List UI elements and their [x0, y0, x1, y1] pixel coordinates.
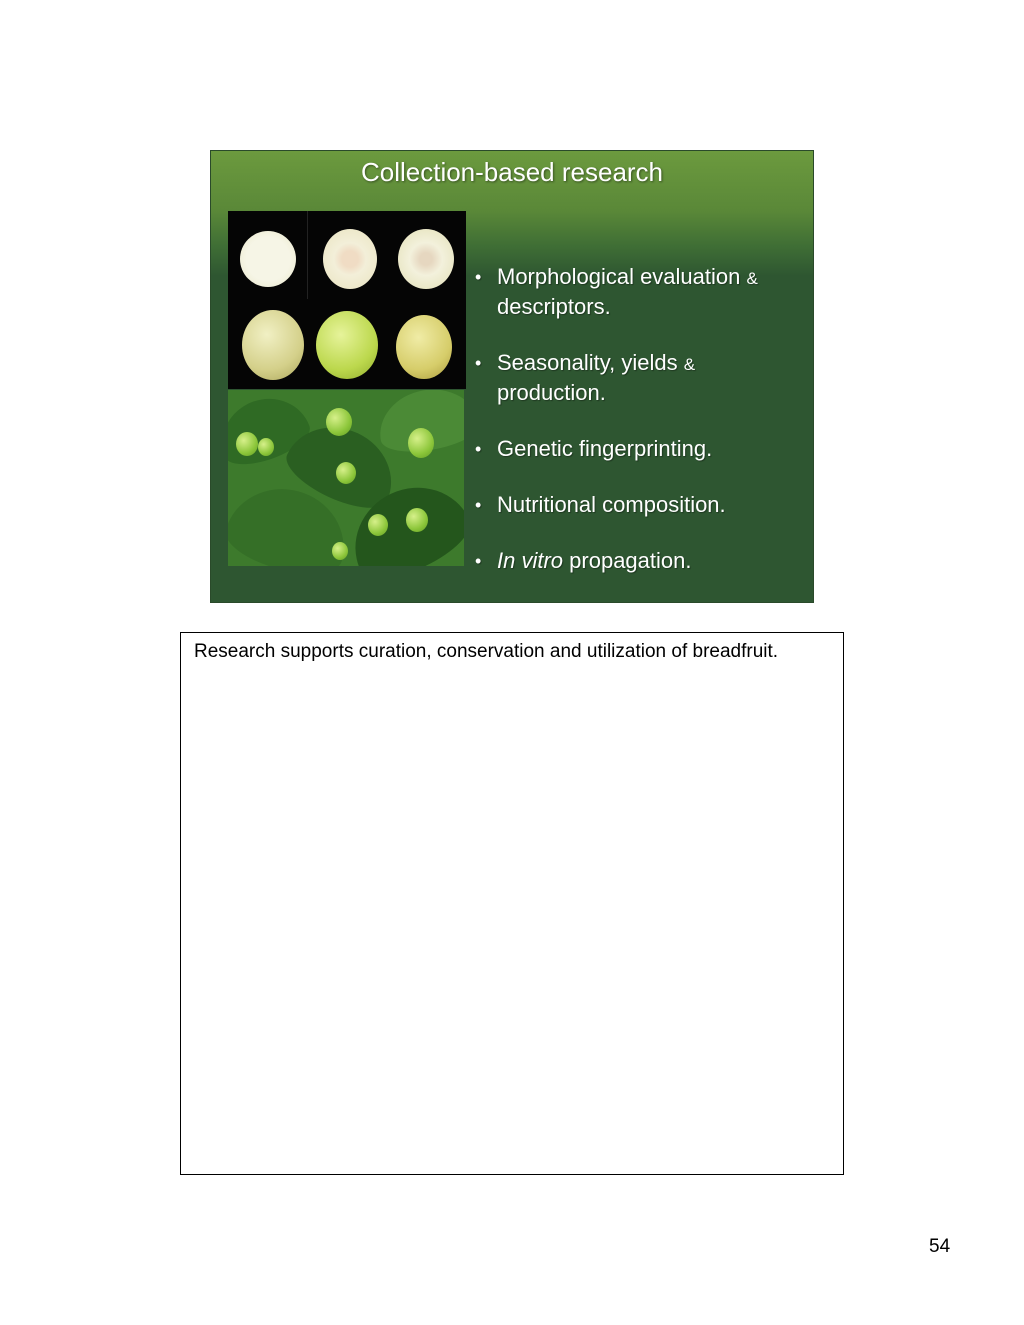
slide	[210, 150, 814, 603]
page-number: 54	[929, 1236, 951, 1257]
breadfruit-tree-photo	[228, 390, 464, 566]
notes-box	[180, 632, 844, 1175]
bullet-list	[473, 263, 803, 603]
bullet-item: • Seasonality, yields & production.	[475, 350, 696, 405]
fruit-cross-section	[240, 231, 296, 287]
whole-fruit	[242, 310, 304, 380]
whole-fruit	[396, 315, 452, 379]
green-fruit	[236, 432, 258, 456]
fruit-cross-section	[323, 229, 377, 289]
bullet-dot: •	[475, 267, 482, 287]
bullet-item: • Morphological evaluation & descriptors.	[475, 264, 758, 319]
green-fruit	[258, 438, 274, 456]
green-fruit	[326, 408, 352, 436]
green-fruit	[408, 428, 434, 458]
whole-fruit	[316, 311, 378, 379]
bullet-item: • Nutritional composition.	[475, 492, 726, 517]
green-fruit	[332, 542, 348, 560]
notes-text: Research supports curation, conservation and utilization of breadfruit.	[194, 641, 779, 662]
slide-title: Collection-based research	[360, 157, 664, 187]
bullet-dot: •	[475, 495, 482, 515]
bullet-item: • In vitro propagation.	[475, 548, 692, 573]
bullet-dot: •	[475, 353, 482, 373]
bullet-dot: •	[475, 551, 482, 571]
fruit-cross-section	[398, 229, 454, 289]
bullet-dot: •	[475, 439, 482, 459]
green-fruit	[406, 508, 428, 532]
green-fruit	[336, 462, 356, 484]
bullet-item: • Genetic fingerprinting.	[475, 436, 713, 461]
breadfruit-fruits-photo	[228, 211, 466, 389]
green-fruit	[368, 514, 388, 536]
photo-divider	[307, 211, 308, 299]
